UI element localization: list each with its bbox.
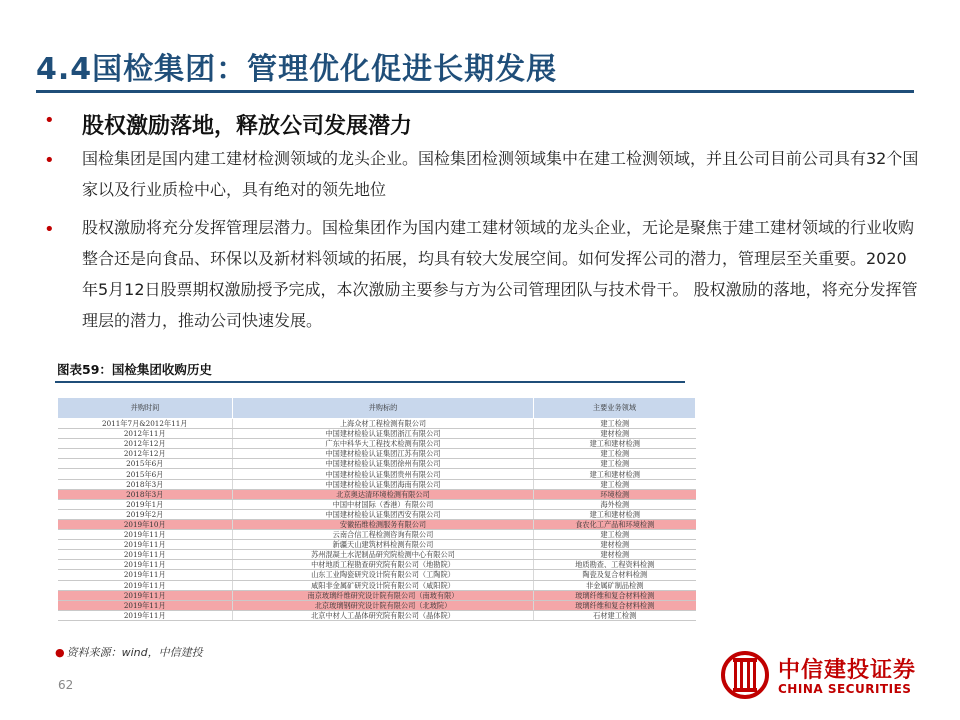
figure-divider: [55, 381, 685, 383]
column-header-time: 并购时间: [58, 398, 233, 419]
table-row: [58, 580, 696, 590]
cell-time: 2015年6月: [58, 459, 233, 469]
cell-field: 石材建工检测: [534, 610, 696, 620]
cell-field: 建材检测: [534, 540, 696, 550]
cell-time: 2015年6月: [58, 469, 233, 479]
section-heading: 股权激励落地，释放公司发展潜力: [82, 114, 413, 139]
cell-target: 中国建材检验认证集团徐州有限公司: [233, 459, 534, 469]
cell-field: 建材检测: [534, 429, 696, 439]
column-header-target: 并购标的: [233, 398, 534, 419]
cell-time: 2019年11月: [58, 530, 233, 540]
cell-target: 新疆天山建筑材料检测有限公司: [233, 540, 534, 550]
table-row: [58, 570, 696, 580]
cell-field: 建材检测: [534, 550, 696, 560]
table-row: [58, 560, 696, 570]
cell-target: 中国建材检验认证集团西安有限公司: [233, 509, 534, 519]
table-row: [58, 459, 696, 469]
cell-field: 玻璃纤维和复合材料检测: [534, 590, 696, 600]
cell-target: 南京玻璃纤维研究设计院有限公司（南玻有限）: [233, 590, 534, 600]
cell-field: 建工检测: [534, 419, 696, 429]
cell-field: 建工检测: [534, 530, 696, 540]
bullet-dot: •: [44, 110, 55, 131]
cell-target: 中国建材检验认证集团浙江有限公司: [233, 429, 534, 439]
table-row: [58, 429, 696, 439]
table-row: [58, 469, 696, 479]
cell-target: 上海众材工程检测有限公司: [233, 419, 534, 429]
cell-time: 2018年3月: [58, 479, 233, 489]
cell-target: 中国建材检验认证集团贵州有限公司: [233, 469, 534, 479]
source-text: 资料来源：wind，中信建投: [66, 646, 203, 659]
table-row: [58, 479, 696, 489]
bullet-dot: ●: [55, 646, 65, 659]
citic-logo-icon: [720, 650, 770, 700]
cell-field: 非金属矿制品检测: [534, 580, 696, 590]
page-number: 62: [58, 678, 74, 692]
cell-target: 广东中科华大工程技术检测有限公司: [233, 439, 534, 449]
cell-time: 2019年11月: [58, 560, 233, 570]
paragraph-2: 股权激励将充分发挥管理层潜力。国检集团作为国内建工建材领域的龙头企业，无论是聚焦于建工建材领域的行业收购整合还是向食品、环保以及新材料领域的拓展，均具有较大发展空间。如何发挥公司的潜力，管理层至关重要。2020年5月12日股票期权激励授予完成，本次激励主要参与方为公司管理团队与技术骨干。 股权激励的落地，将充分发挥管理层的潜力，推动公司快速发展。: [82, 218, 918, 330]
cell-target: 云南合信工程检测咨询有限公司: [233, 530, 534, 540]
table-row: [58, 449, 696, 459]
table-row: [58, 509, 696, 519]
table-header-row: [58, 398, 696, 419]
table-row: [58, 530, 696, 540]
title-divider: [36, 90, 914, 93]
cell-target: 北京中材人工晶体研究院有限公司（晶体院）: [233, 610, 534, 620]
column-header-field: 主要业务领域: [534, 398, 696, 419]
figure-title: 图表59：国检集团收购历史: [57, 362, 212, 377]
cell-time: 2012年12月: [58, 439, 233, 449]
cell-time: 2019年11月: [58, 610, 233, 620]
cell-field: 食农化工产品和环境检测: [534, 519, 696, 529]
cell-field: 建工检测: [534, 479, 696, 489]
cell-target: 中国建材检验认证集团海南有限公司: [233, 479, 534, 489]
cell-time: 2019年1月: [58, 499, 233, 509]
table-row: [58, 600, 696, 610]
cell-target: 北京奥达清环境检测有限公司: [233, 489, 534, 499]
cell-target: 安徽拓维检测服务有限公司: [233, 519, 534, 529]
cell-field: 建工检测: [534, 449, 696, 459]
cell-time: 2012年12月: [58, 449, 233, 459]
cell-time: 2011年7月&2012年11月: [58, 419, 233, 429]
cell-target: 北京玻璃钢研究设计院有限公司（北玻院）: [233, 600, 534, 610]
bullet-dot: •: [44, 150, 55, 171]
cell-time: 2019年11月: [58, 540, 233, 550]
cell-time: 2019年10月: [58, 519, 233, 529]
cell-time: 2019年11月: [58, 580, 233, 590]
table-row: [58, 590, 696, 600]
cell-target: 中国建材检验认证集团江苏有限公司: [233, 449, 534, 459]
logo-chinese-name: 中信建投证券: [778, 658, 917, 683]
cell-time: 2019年11月: [58, 550, 233, 560]
cell-field: 海外检测: [534, 499, 696, 509]
table-row: [58, 540, 696, 550]
cell-field: 环境检测: [534, 489, 696, 499]
company-logo: [720, 650, 930, 704]
table-row: [58, 499, 696, 509]
cell-time: 2019年2月: [58, 509, 233, 519]
cell-field: 建工和建材检测: [534, 439, 696, 449]
cell-target: 苏州混凝土水泥制品研究院检测中心有限公司: [233, 550, 534, 560]
table-row: [58, 550, 696, 560]
cell-time: 2018年3月: [58, 489, 233, 499]
cell-field: 建工和建材检测: [534, 509, 696, 519]
table-row: [58, 489, 696, 499]
cell-field: 玻璃纤维和复合材料检测: [534, 600, 696, 610]
cell-time: 2012年11月: [58, 429, 233, 439]
paragraph-1: 国检集团是国内建工建材检测领域的龙头企业。国检集团检测领域集中在建工检测领域，并且公司目前公司具有32个国家以及行业质检中心，具有绝对的领先地位: [82, 149, 919, 199]
table-row: [58, 439, 696, 449]
cell-target: 中国中材国际（香港）有限公司: [233, 499, 534, 509]
acquisition-table: [57, 397, 696, 621]
slide-title: 4.4国检集团：管理优化促进长期发展: [36, 52, 558, 87]
cell-field: 建工检测: [534, 459, 696, 469]
cell-time: 2019年11月: [58, 570, 233, 580]
cell-field: 建工和建材检测: [534, 469, 696, 479]
source-note: [55, 644, 203, 660]
cell-time: 2019年11月: [58, 600, 233, 610]
logo-english-name: CHINA SECURITIES: [778, 682, 912, 696]
table-row: [58, 419, 696, 429]
bullet-dot: •: [44, 219, 55, 240]
cell-target: 中材地质工程勘查研究院有限公司（地勘院）: [233, 560, 534, 570]
cell-field: 地质勘查、工程资料检测: [534, 560, 696, 570]
cell-time: 2019年11月: [58, 590, 233, 600]
table-row: [58, 610, 696, 620]
cell-target: 山东工业陶瓷研究设计院有限公司（工陶院）: [233, 570, 534, 580]
cell-field: 陶瓷及复合材料检测: [534, 570, 696, 580]
cell-target: 咸阳非金属矿研究设计院有限公司（咸阳院）: [233, 580, 534, 590]
table-row: [58, 519, 696, 529]
